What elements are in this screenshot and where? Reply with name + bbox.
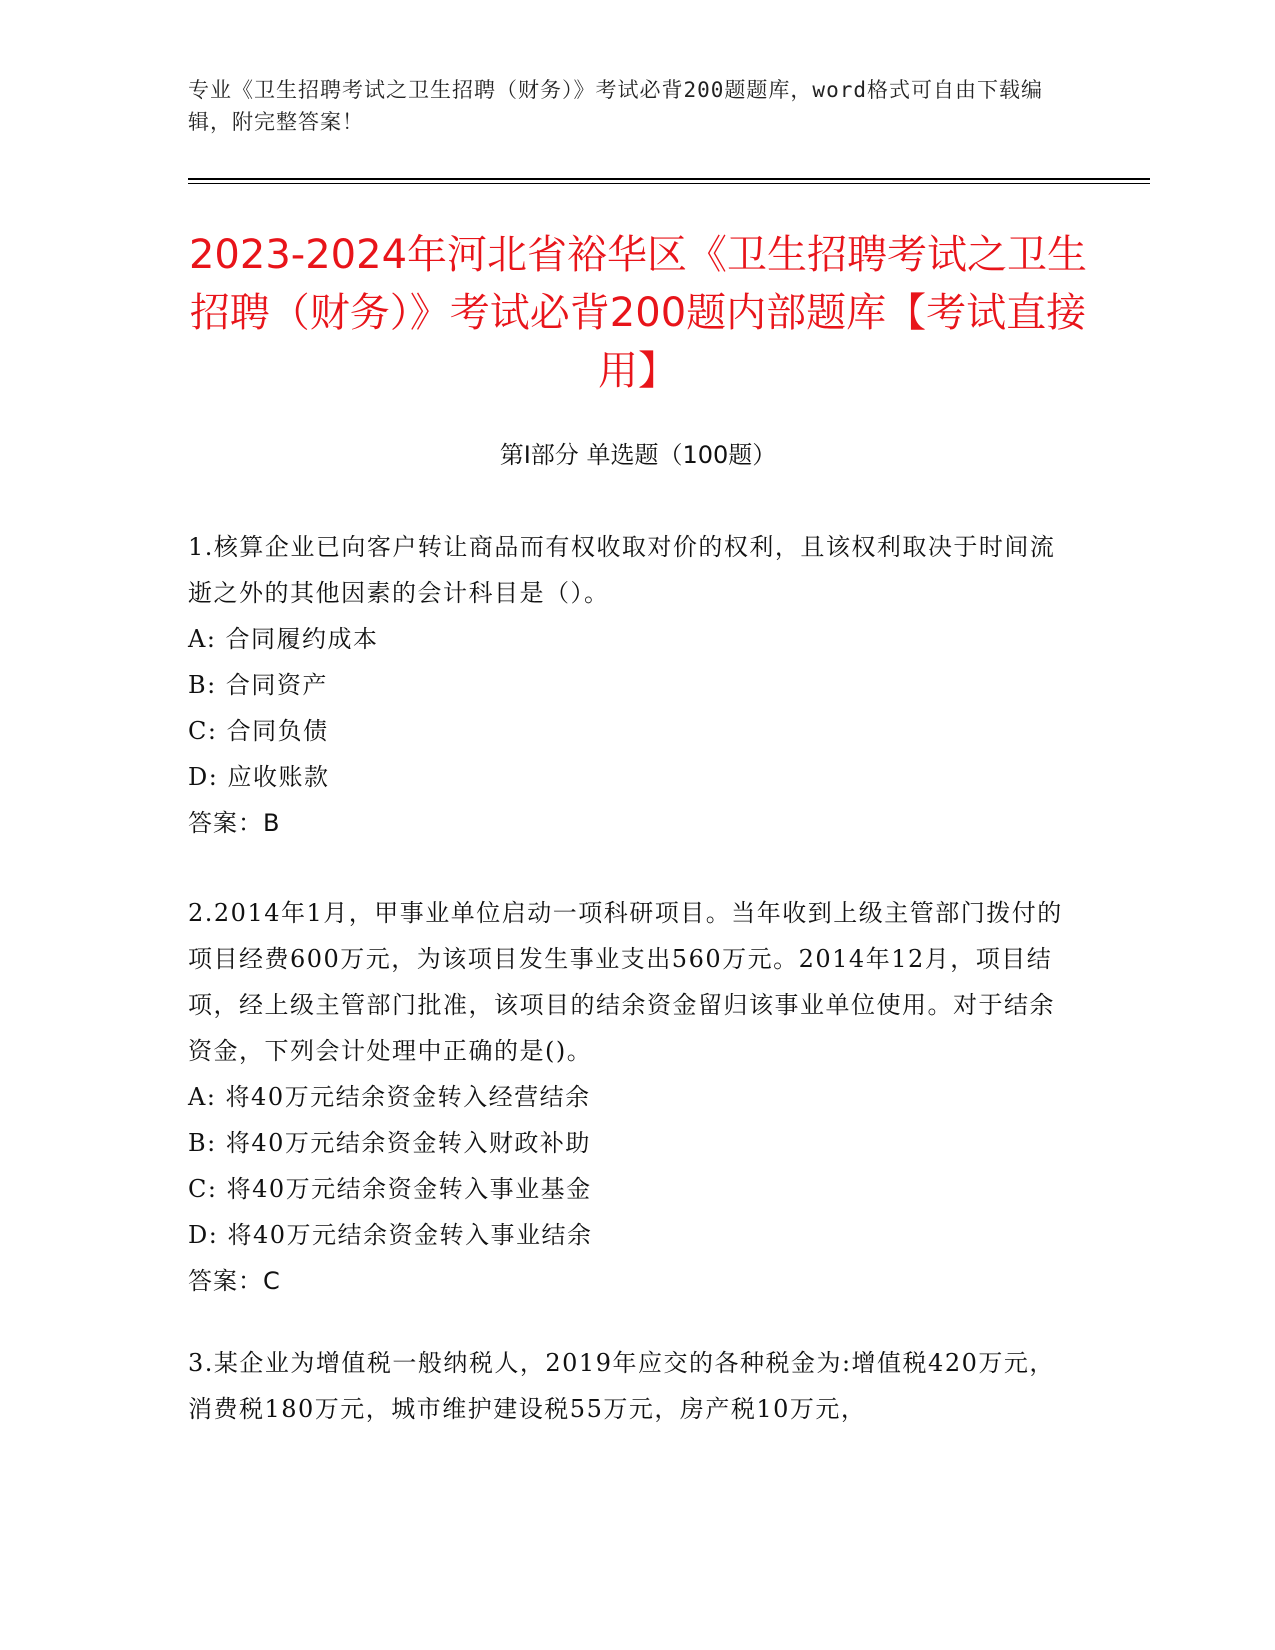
- option-c: C: 合同负债: [188, 717, 329, 745]
- question-1: [188, 524, 1068, 846]
- header-rule-thin: [188, 183, 1150, 184]
- header-note: 专业《卫生招聘考试之卫生招聘（财务）》考试必背200题题库，word格式可自由下载编辑，附完整答案！: [188, 78, 1043, 134]
- question-stem: 2.2014年1月，甲事业单位启动一项科研项目。当年收到上级主管部门拨付的项目经费600万元，为该项目发生事业支出560万元。2014年12月，项目结项，经上级主管部门批准，该项目的结余资金留归该事业单位使用。对于结余资金，下列会计处理中正确的是()。: [188, 899, 1063, 1065]
- question-stem: 1.核算企业已向客户转让商品而有权收取对价的权利，且该权利取决于时间流逝之外的其他因素的会计科目是（）。: [188, 533, 1056, 607]
- question-3: [188, 1340, 1068, 1432]
- section-heading: 第I部分 单选题（100题）: [499, 441, 777, 469]
- answer: 答案：B: [188, 809, 281, 837]
- option-d: D: 将40万元结余资金转入事业结余: [188, 1221, 593, 1249]
- option-b: B: 将40万元结余资金转入财政补助: [188, 1129, 591, 1157]
- question-stem: 3.某企业为增值税一般纳税人，2019年应交的各种税金为:增值税420万元，消费税180万元，城市维护建设税55万元，房产税10万元，: [188, 1349, 1055, 1423]
- option-b: B: 合同资产: [188, 671, 328, 699]
- option-a: A: 合同履约成本: [188, 625, 379, 653]
- option-d: D: 应收账款: [188, 763, 330, 791]
- question-2: [188, 890, 1068, 1304]
- option-a: A: 将40万元结余资金转入经营结余: [188, 1083, 591, 1111]
- answer: 答案：C: [188, 1267, 281, 1295]
- header-rule-thick: [188, 178, 1150, 180]
- option-c: C: 将40万元结余资金转入事业基金: [188, 1175, 592, 1203]
- document-title: 2023-2024年河北省裕华区《卫生招聘考试之卫生招聘（财务）》考试必背200题内部题库【考试直接用】: [188, 232, 1088, 394]
